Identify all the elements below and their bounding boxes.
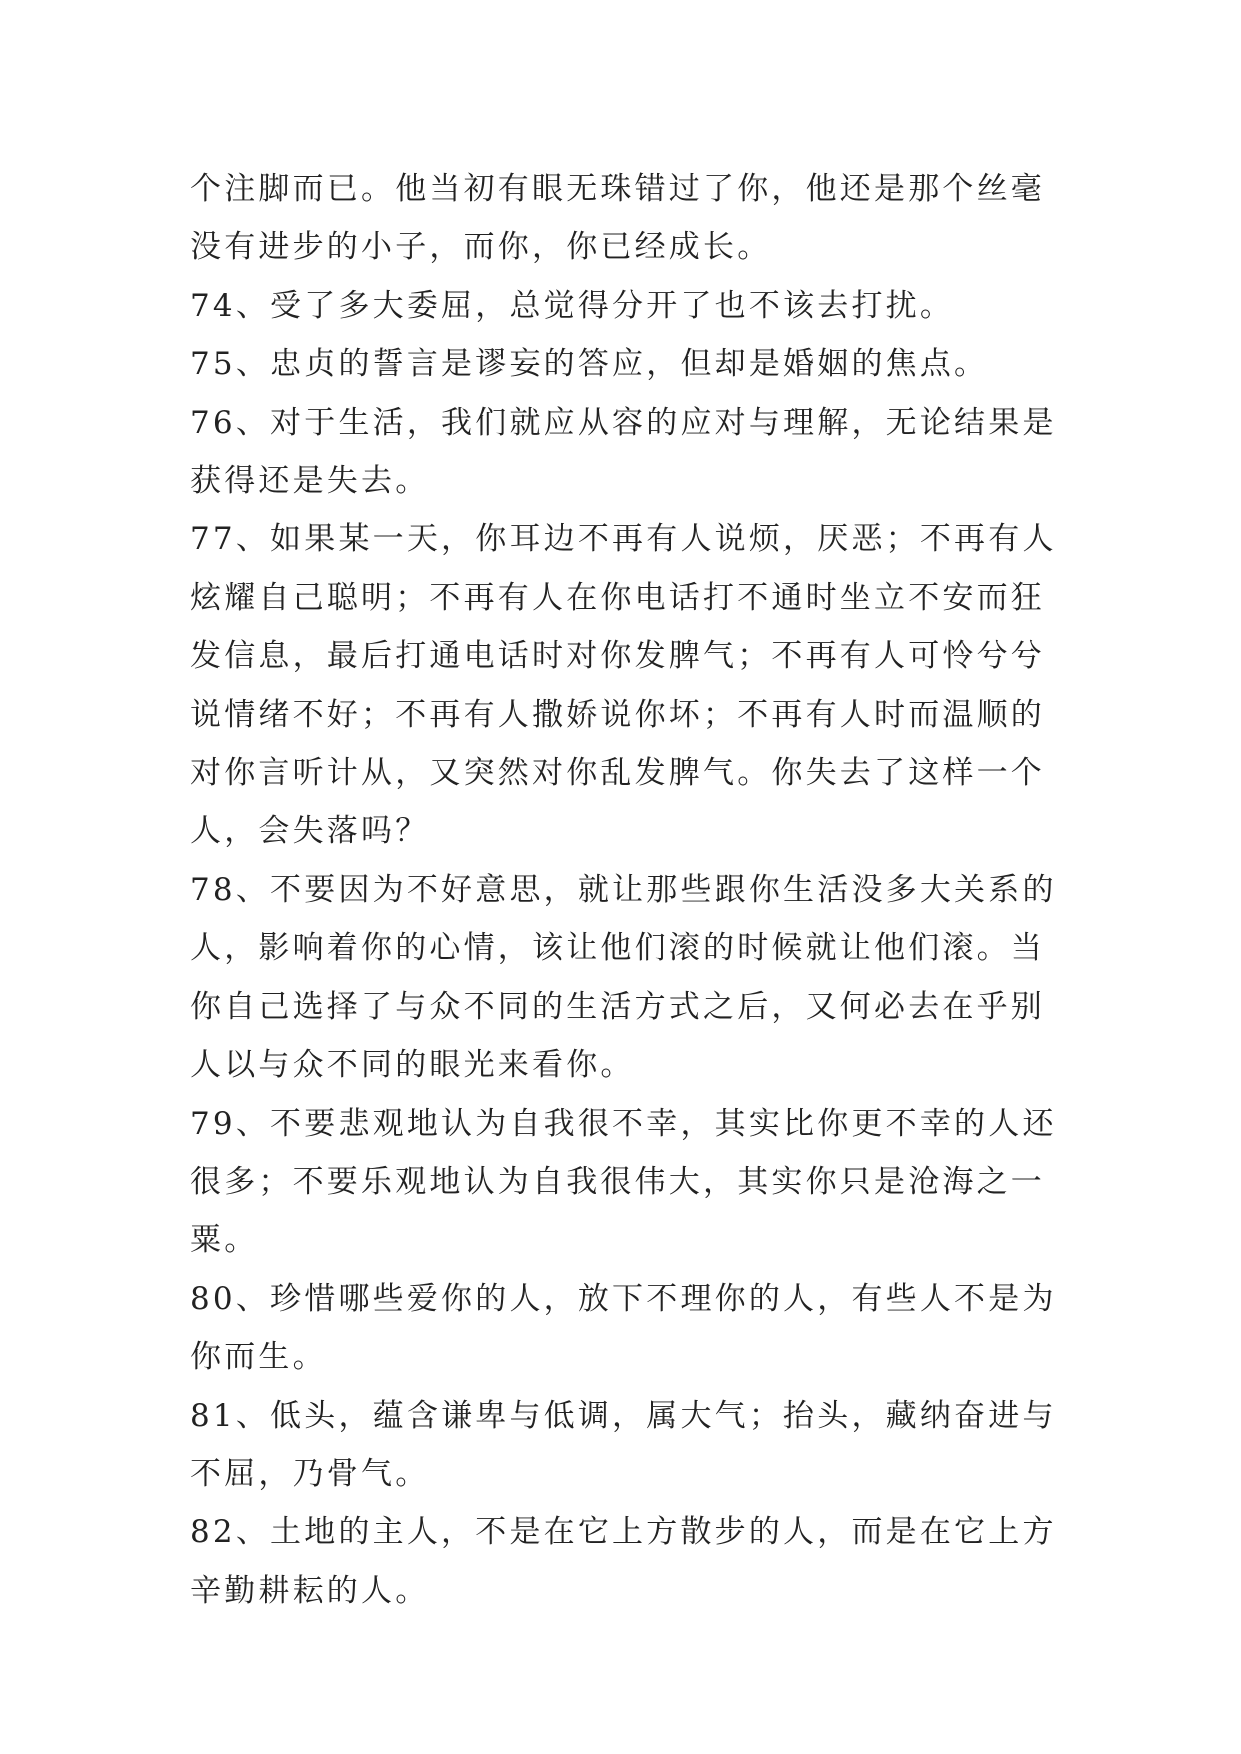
paragraph-81: 81、低头，蕴含谦卑与低调，属大气；抬头，藏纳奋进与不屈，乃骨气。 — [190, 1397, 1057, 1492]
paragraph-continuation: 个注脚而已。他当初有眼无珠错过了你，他还是那个丝毫没有进步的小子，而你，你已经成长。 — [190, 171, 1045, 266]
paragraph-80: 80、珍惜哪些爱你的人，放下不理你的人，有些人不是为你而生。 — [190, 1280, 1057, 1376]
paragraph-79: 79、不要悲观地认为自我很不幸，其实比你更不幸的人还很多；不要乐观地认为自我很伟大，其实你只是沧海之一粟。 — [190, 1105, 1057, 1259]
document-body — [190, 160, 1070, 1620]
paragraph-77: 77、如果某一天，你耳边不再有人说烦，厌恶；不再有人炫耀自己聪明；不再有人在你电话打不通时坐立不安而狂发信息，最后打通电话时对你发脾气；不再有人可怜兮兮说情绪不好；不再有人撒娇说你坏；不再有人时而温顺的对你言听计从，又突然对你乱发脾气。你失去了这样一个人，会失落吗？ — [190, 521, 1057, 850]
paragraph-82: 82、土地的主人，不是在它上方散步的人，而是在它上方辛勤耕耘的人。 — [190, 1514, 1057, 1609]
paragraph-78: 78、不要因为不好意思，就让那些跟你生活没多大关系的人，影响着你的心情，该让他们滚的时候就让他们滚。当你自己选择了与众不同的生活方式之后，又何必去在乎别人以与众不同的眼光来看你。 — [190, 871, 1057, 1084]
paragraph-75: 75、忠贞的誓言是谬妄的答应，但却是婚姻的焦点。 — [190, 346, 989, 383]
paragraph-74: 74、受了多大委屈，总觉得分开了也不该去打扰。 — [190, 287, 955, 324]
paragraph-76: 76、对于生活，我们就应从容的应对与理解，无论结果是获得还是失去。 — [190, 404, 1057, 500]
